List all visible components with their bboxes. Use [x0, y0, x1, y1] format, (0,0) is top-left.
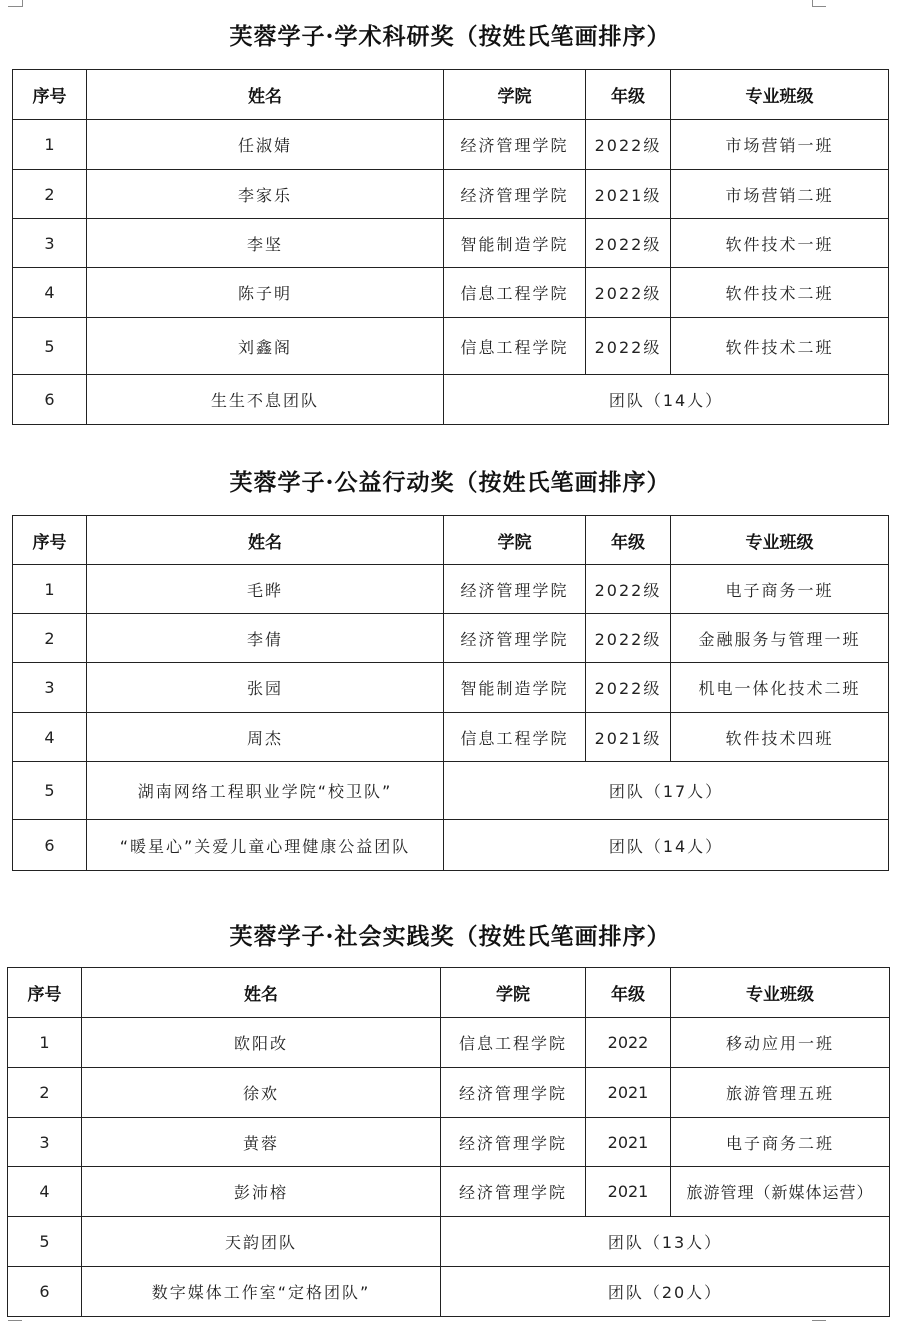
cell-name: 李坚: [87, 219, 444, 268]
cell-no: 3: [13, 219, 87, 268]
section-title-research: 芙蓉学子·学术科研奖（按姓氏笔画排序）: [229, 23, 671, 50]
table-header-row: [13, 516, 889, 565]
cell-name: 毛晔: [87, 565, 444, 614]
cell-team-name: 生生不息团队: [87, 375, 444, 425]
table-header-row: [13, 70, 889, 120]
team-row: [13, 375, 889, 425]
cell-grade: 2022: [586, 1018, 671, 1068]
cell-grade: 2021: [586, 1167, 671, 1217]
cell-major: 旅游管理五班: [671, 1068, 890, 1118]
cell-college: 信息工程学院: [444, 318, 586, 375]
table-row: [8, 1068, 890, 1118]
cell-no: 6: [13, 820, 87, 871]
cell-major: 移动应用一班: [671, 1018, 890, 1068]
cell-name: 李家乐: [87, 170, 444, 219]
cell-major: 电子商务二班: [671, 1118, 890, 1167]
table-row: [8, 1118, 890, 1167]
cell-no: 6: [13, 375, 87, 425]
table-row: [8, 1018, 890, 1068]
header-college: 学院: [444, 70, 586, 120]
cell-major: 电子商务一班: [671, 565, 889, 614]
header-grade: 年级: [586, 968, 671, 1018]
cell-team-name: 天韵团队: [82, 1217, 441, 1267]
cell-no: 5: [8, 1217, 82, 1267]
header-major: 专业班级: [671, 968, 890, 1018]
cell-major: 市场营销一班: [671, 120, 889, 170]
cell-no: 1: [8, 1018, 82, 1068]
cell-no: 3: [8, 1118, 82, 1167]
cell-major: 软件技术二班: [671, 268, 889, 318]
cell-grade: 2022级: [586, 318, 671, 375]
cell-grade: 2021级: [586, 713, 671, 762]
header-grade: 年级: [586, 516, 671, 565]
cell-no: 1: [13, 565, 87, 614]
cell-name: 徐欢: [82, 1068, 441, 1118]
table-row: [13, 268, 889, 318]
cell-no: 4: [13, 713, 87, 762]
cell-name: 李倩: [87, 614, 444, 663]
cell-college: 经济管理学院: [444, 170, 586, 219]
cell-college: 智能制造学院: [444, 663, 586, 713]
team-row: [8, 1217, 890, 1267]
team-row: [13, 762, 889, 820]
table-header-row: [8, 968, 890, 1018]
header-no: 序号: [8, 968, 82, 1018]
cell-college: 经济管理学院: [441, 1068, 586, 1118]
header-college: 学院: [441, 968, 586, 1018]
table-row: [13, 170, 889, 219]
cell-no: 5: [13, 762, 87, 820]
cell-team-note: 团队（17人）: [444, 762, 889, 820]
award-table-social-practice: [7, 967, 890, 1317]
cell-name: 周杰: [87, 713, 444, 762]
corner-mark-top-right-v: [812, 0, 813, 7]
cell-college: 智能制造学院: [444, 219, 586, 268]
cell-no: 2: [13, 170, 87, 219]
cell-no: 3: [13, 663, 87, 713]
header-name: 姓名: [82, 968, 441, 1018]
cell-grade: 2022级: [586, 565, 671, 614]
cell-name: 黄蓉: [82, 1118, 441, 1167]
cell-no: 4: [13, 268, 87, 318]
cell-major: 金融服务与管理一班: [671, 614, 889, 663]
header-no: 序号: [13, 70, 87, 120]
cell-no: 1: [13, 120, 87, 170]
cell-name: 任淑婧: [87, 120, 444, 170]
table-row: [13, 120, 889, 170]
cell-name: 刘鑫阁: [87, 318, 444, 375]
cell-grade: 2022级: [586, 120, 671, 170]
table-row: [8, 1167, 890, 1217]
team-row: [8, 1267, 890, 1317]
cell-team-note: 团队（14人）: [444, 375, 889, 425]
section-title-social-practice: 芙蓉学子·社会实践奖（按姓氏笔画排序）: [229, 923, 671, 950]
award-table-research: [12, 69, 889, 425]
table-row: [13, 713, 889, 762]
cell-college: 经济管理学院: [444, 565, 586, 614]
cell-grade: 2021: [586, 1118, 671, 1167]
table-row: [13, 565, 889, 614]
cell-grade: 2021级: [586, 170, 671, 219]
cell-no: 2: [13, 614, 87, 663]
corner-mark-bottom-right: [812, 1320, 826, 1321]
cell-team-note: 团队（13人）: [441, 1217, 890, 1267]
team-row: [13, 820, 889, 871]
cell-grade: 2022级: [586, 268, 671, 318]
cell-grade: 2021: [586, 1068, 671, 1118]
cell-team-name: 湖南网络工程职业学院“校卫队”: [87, 762, 444, 820]
cell-name: 张园: [87, 663, 444, 713]
cell-college: 经济管理学院: [441, 1167, 586, 1217]
header-name: 姓名: [87, 70, 444, 120]
header-college: 学院: [444, 516, 586, 565]
corner-mark-top-left-v: [22, 0, 23, 7]
cell-major: 软件技术一班: [671, 219, 889, 268]
cell-grade: 2022级: [586, 219, 671, 268]
cell-major: 旅游管理（新媒体运营）: [671, 1167, 890, 1217]
cell-no: 5: [13, 318, 87, 375]
corner-mark-top-right-h: [812, 6, 826, 7]
cell-college: 经济管理学院: [444, 120, 586, 170]
header-grade: 年级: [586, 70, 671, 120]
cell-college: 经济管理学院: [441, 1118, 586, 1167]
cell-grade: 2022级: [586, 614, 671, 663]
table-row: [13, 219, 889, 268]
cell-major: 软件技术四班: [671, 713, 889, 762]
cell-team-name: 数字媒体工作室“定格团队”: [82, 1267, 441, 1317]
cell-major: 机电一体化技术二班: [671, 663, 889, 713]
cell-college: 信息工程学院: [444, 268, 586, 318]
cell-no: 2: [8, 1068, 82, 1118]
cell-no: 6: [8, 1267, 82, 1317]
cell-name: 彭沛榕: [82, 1167, 441, 1217]
cell-no: 4: [8, 1167, 82, 1217]
corner-mark-top-left-h: [8, 6, 22, 7]
section-title-public-welfare: 芙蓉学子·公益行动奖（按姓氏笔画排序）: [229, 469, 671, 496]
header-no: 序号: [13, 516, 87, 565]
cell-grade: 2022级: [586, 663, 671, 713]
cell-college: 经济管理学院: [444, 614, 586, 663]
award-table-public-welfare: [12, 515, 889, 871]
table-row: [13, 663, 889, 713]
cell-name: 欧阳改: [82, 1018, 441, 1068]
cell-team-note: 团队（20人）: [441, 1267, 890, 1317]
table-row: [13, 614, 889, 663]
cell-team-note: 团队（14人）: [444, 820, 889, 871]
cell-name: 陈子明: [87, 268, 444, 318]
header-major: 专业班级: [671, 70, 889, 120]
cell-team-name: “暖星心”关爱儿童心理健康公益团队: [87, 820, 444, 871]
cell-college: 信息工程学院: [441, 1018, 586, 1068]
header-major: 专业班级: [671, 516, 889, 565]
table-row: [13, 318, 889, 375]
cell-major: 软件技术二班: [671, 318, 889, 375]
cell-college: 信息工程学院: [444, 713, 586, 762]
header-name: 姓名: [87, 516, 444, 565]
cell-major: 市场营销二班: [671, 170, 889, 219]
corner-mark-bottom-left: [8, 1320, 22, 1321]
